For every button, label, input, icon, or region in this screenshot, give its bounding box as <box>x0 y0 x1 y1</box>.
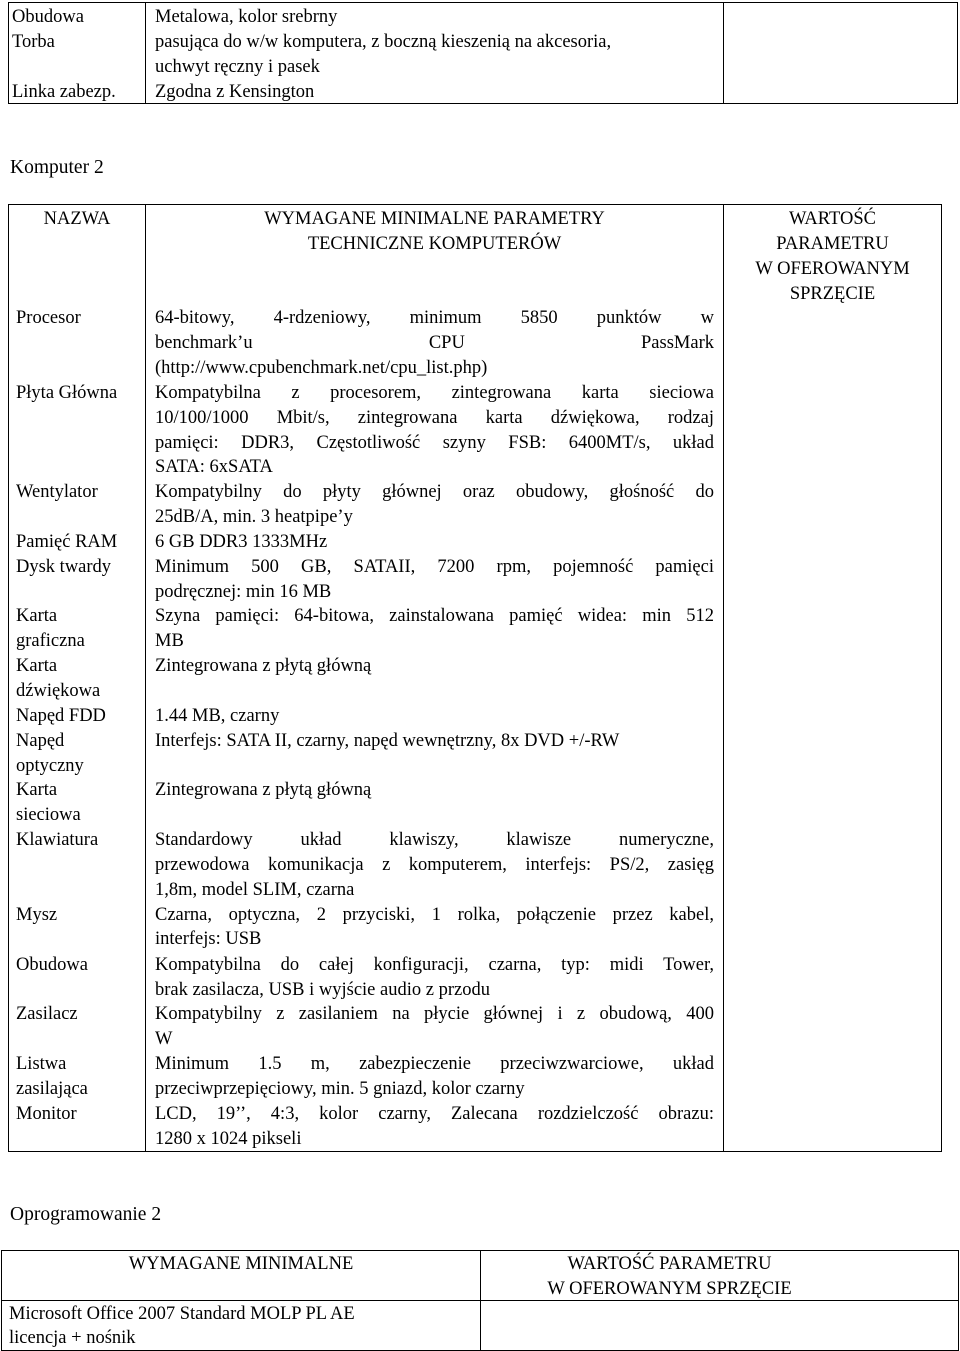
row-name-karta-sieciowa-line-1: Karta <box>16 780 58 800</box>
row-value-procesor-line-1: 64-bitowy, 4-rdzeniowy, minimum 5850 punktów w <box>155 308 714 328</box>
row-value-zasilacz-line-2: W <box>155 1029 173 1049</box>
header-parametry-line-2: TECHNICZNE KOMPUTERÓW <box>307 234 562 254</box>
top-value-torba-line-2: uchwyt ręczny i pasek <box>155 57 320 77</box>
row-value-klawiatura-line-3: 1,8m, model SLIM, czarna <box>155 880 355 900</box>
row-value-dzwiekowa: Zintegrowana z płytą główną <box>155 656 372 676</box>
row-value-procesor-line-3: (http://www.cpubenchmark.net/cpu_list.php) <box>155 358 488 378</box>
row-value-wentylator-line-1: Kompatybilny do płyty głównej oraz obudowy, głośność do <box>155 482 714 502</box>
row-value-sieciowa: Zintegrowana z płytą główną <box>155 780 372 800</box>
row-name-karta-sieciowa-line-2: sieciowa <box>16 805 81 825</box>
header-parametry-line-1: WYMAGANE MINIMALNE PARAMETRY <box>264 209 605 229</box>
row-name-karta-graficzna-line-2: graficzna <box>16 631 85 651</box>
row-value-klawiatura-line-1: Standardowy układ klawiszy, klawisze numeryczne, <box>155 830 714 850</box>
row-name-karta-dzwiekowa-line-2: dźwiękowa <box>16 681 101 701</box>
row-name-karta-graficzna-line-1: Karta <box>16 606 58 626</box>
top-value-obudowa: Metalowa, kolor srebrny <box>155 7 338 27</box>
top-label-obudowa: Obudowa <box>12 7 84 27</box>
top-label-torba: Torba <box>12 32 55 52</box>
header-wartosc-line-2: PARAMETRU <box>776 234 889 254</box>
software-header-wymagane: WYMAGANE MINIMALNE <box>128 1254 354 1274</box>
oprogramowanie-heading: Oprogramowanie 2 <box>10 1204 162 1225</box>
row-value-mysz-line-2: interfejs: USB <box>155 929 262 949</box>
row-value-obudowa-line-1: Kompatybilna do całej konfiguracji, czarna, typ: midi Tower, <box>155 955 714 975</box>
row-value-zasilacz-line-1: Kompatybilny z zasilaniem na płycie głównej i z obudową, 400 <box>155 1004 714 1024</box>
row-name-plyta-glowna: Płyta Główna <box>16 383 118 403</box>
row-name-mysz: Mysz <box>16 905 58 925</box>
row-value-plyta-line-3: pamięci: DDR3, Częstotliwość szyny FSB: 6400MT/s, układ <box>155 433 714 453</box>
software-value-line-2: licencja + nośnik <box>9 1328 136 1348</box>
row-value-listwa-line-1: Minimum 1.5 m, zabezpieczenie przeciwzwarciowe, układ <box>155 1054 714 1074</box>
top-value-linka: Zgodna z Kensington <box>155 82 315 102</box>
row-name-procesor: Procesor <box>16 308 81 328</box>
row-name-karta-dzwiekowa-line-1: Karta <box>16 656 58 676</box>
row-name-pamiec-ram: Pamięć RAM <box>16 532 118 552</box>
row-value-dysk-line-1: Minimum 500 GB, SATAII, 7200 rpm, pojemność pamięci <box>155 557 714 577</box>
header-wartosc-line-3: W OFEROWANYM <box>755 259 910 279</box>
row-name-dysk-twardy: Dysk twardy <box>16 557 112 577</box>
row-name-wentylator: Wentylator <box>16 482 98 502</box>
row-name-listwa-line-1: Listwa <box>16 1054 67 1074</box>
row-name-naped-fdd: Napęd FDD <box>16 706 106 726</box>
row-value-plyta-line-1: Kompatybilna z procesorem, zintegrowana karta sieciowa <box>155 383 714 403</box>
row-name-zasilacz: Zasilacz <box>16 1004 78 1024</box>
row-value-pamiec-ram: 6 GB DDR3 1333MHz <box>155 532 328 552</box>
row-name-listwa-line-2: zasilająca <box>16 1079 88 1099</box>
row-value-monitor-line-2: 1280 x 1024 pikseli <box>155 1129 302 1149</box>
row-value-naped-fdd: 1.44 MB, czarny <box>155 706 280 726</box>
row-value-plyta-line-4: SATA: 6xSATA <box>155 457 273 477</box>
row-name-naped-optyczny-line-2: optyczny <box>16 756 84 776</box>
header-nazwa: NAZWA <box>43 209 111 229</box>
row-value-monitor-line-1: LCD, 19’’, 4:3, kolor czarny, Zalecana rozdzielczość obrazu: <box>155 1104 714 1124</box>
header-wartosc-line-4: SPRZĘCIE <box>789 284 876 304</box>
row-value-listwa-line-2: przeciwprzepięciowy, min. 5 gniazd, kolor czarny <box>155 1079 525 1099</box>
row-value-klawiatura-line-2: przewodowa komunikacja z komputerem, interfejs: PS/2, zasięg <box>155 855 714 875</box>
row-value-graficzna-line-1: Szyna pamięci: 64-bitowa, zainstalowana pamięć widea: min 512 <box>155 606 714 626</box>
header-wartosc-line-1: WARTOŚĆ <box>789 209 876 229</box>
software-header-wartosc-line-1: WARTOŚĆ PARAMETRU <box>567 1254 772 1274</box>
row-value-graficzna-line-2: MB <box>155 631 184 651</box>
komputer-heading: Komputer 2 <box>10 157 104 178</box>
top-value-torba-line-1: pasująca do w/w komputera, z boczną kieszenią na akcesoria, <box>155 32 612 52</box>
row-value-obudowa-line-2: brak zasilacza, USB i wyjście audio z przodu <box>155 980 490 1000</box>
row-value-mysz-line-1: Czarna, optyczna, 2 przyciski, 1 rolka, połączenie przez kabel, <box>155 905 714 925</box>
row-value-procesor-line-2: benchmark’u CPU PassMark <box>155 333 714 353</box>
software-value-line-1: Microsoft Office 2007 Standard MOLP PL AE <box>9 1304 355 1324</box>
row-name-obudowa: Obudowa <box>16 955 88 975</box>
row-value-wentylator-line-2: 25dB/A, min. 3 heatpipe’y <box>155 507 353 527</box>
row-name-naped-optyczny-line-1: Napęd <box>16 731 65 751</box>
row-name-klawiatura: Klawiatura <box>16 830 99 850</box>
row-value-naped-optyczny: Interfejs: SATA II, czarny, napęd wewnętrzny, 8x DVD +/-RW <box>155 731 620 751</box>
software-header-wartosc-line-2: W OFEROWANYM SPRZĘCIE <box>547 1279 792 1299</box>
row-value-plyta-line-2: 10/100/1000 Mbit/s, zintegrowana karta dźwiękowa, rodzaj <box>155 408 714 428</box>
row-name-monitor: Monitor <box>16 1104 77 1124</box>
row-value-dysk-line-2: podręcznej: min 16 MB <box>155 582 332 602</box>
top-label-linka: Linka zabezp. <box>12 82 116 102</box>
